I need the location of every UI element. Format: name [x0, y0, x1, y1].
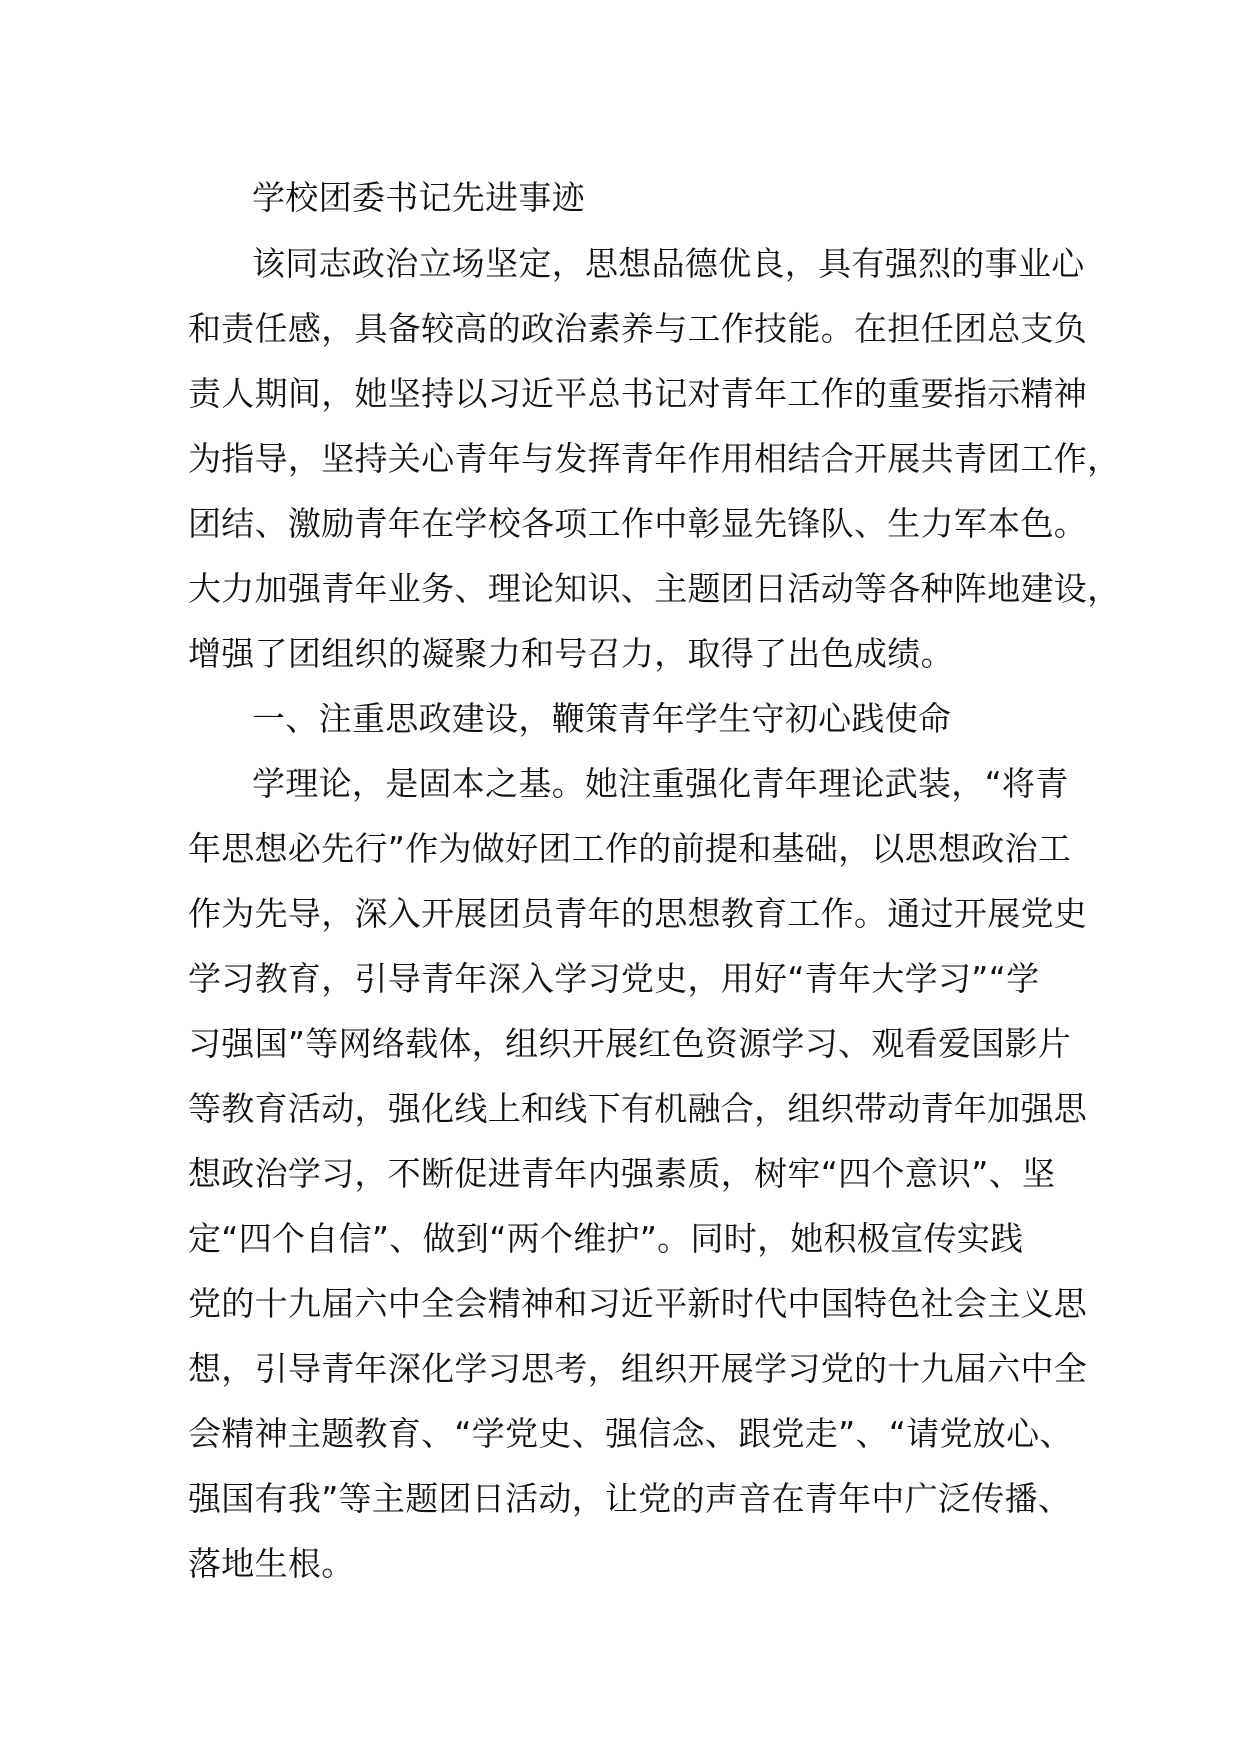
paragraph-line: 增强了团组织的凝聚力和号召力，取得了出色成绩。: [188, 634, 954, 673]
paragraph-line: 作为先导，深入开展团员青年的思想教育工作。通过开展党史: [188, 894, 1088, 933]
paragraph-line: 强国有我”等主题团日活动，让党的声音在青年中广泛传播、: [188, 1479, 1072, 1518]
paragraph-line: 落地生根。: [188, 1544, 355, 1583]
paragraph-line: 想，引导青年深化学习思考，组织开展学习党的十九届六中全: [188, 1349, 1088, 1388]
paragraph-line: 责人期间，她坚持以习近平总书记对青年工作的重要指示精神: [188, 374, 1088, 413]
document-title: 学校团委书记先进事迹: [252, 178, 585, 217]
section-heading: 一、注重思政建设，鞭策青年学生守初心践使命: [252, 699, 952, 738]
paragraph-line: 为指导，坚持关心青年与发挥青年作用相结合开展共青团工作，: [188, 439, 1121, 478]
paragraph-line: 习强国”等网络载体，组织开展红色资源学习、观看爱国影片: [188, 1024, 1072, 1063]
paragraph-line: 定“四个自信”、做到“两个维护”。同时，她积极宣传实践: [188, 1219, 1024, 1258]
paragraph-line: 党的十九届六中全会精神和习近平新时代中国特色社会主义思: [188, 1284, 1088, 1323]
paragraph-line: 想政治学习，不断促进青年内强素质，树牢“四个意识”、坚: [188, 1154, 1056, 1193]
paragraph-line: 学习教育，引导青年深入学习党史，用好“青年大学习”“学: [188, 959, 1040, 998]
paragraph-line: 该同志政治立场坚定，思想品德优良，具有强烈的事业心: [252, 244, 1085, 283]
paragraph-line: 和责任感，具备较高的政治素养与工作技能。在担任团总支负: [188, 309, 1088, 348]
paragraph-line: 大力加强青年业务、理论知识、主题团日活动等各种阵地建设，: [188, 569, 1121, 608]
paragraph-line: 年思想必先行”作为做好团工作的前提和基础，以思想政治工: [188, 829, 1072, 868]
paragraph-line: 会精神主题教育、“学党史、强信念、跟党走”、“请党放心、: [188, 1414, 1073, 1453]
paragraph-line: 团结、激励青年在学校各项工作中彰显先锋队、生力军本色。: [188, 504, 1088, 543]
paragraph-line: 学理论，是固本之基。她注重强化青年理论武装，“将青: [252, 764, 1069, 803]
paragraph-line: 等教育活动，强化线上和线下有机融合，组织带动青年加强思: [188, 1089, 1088, 1128]
